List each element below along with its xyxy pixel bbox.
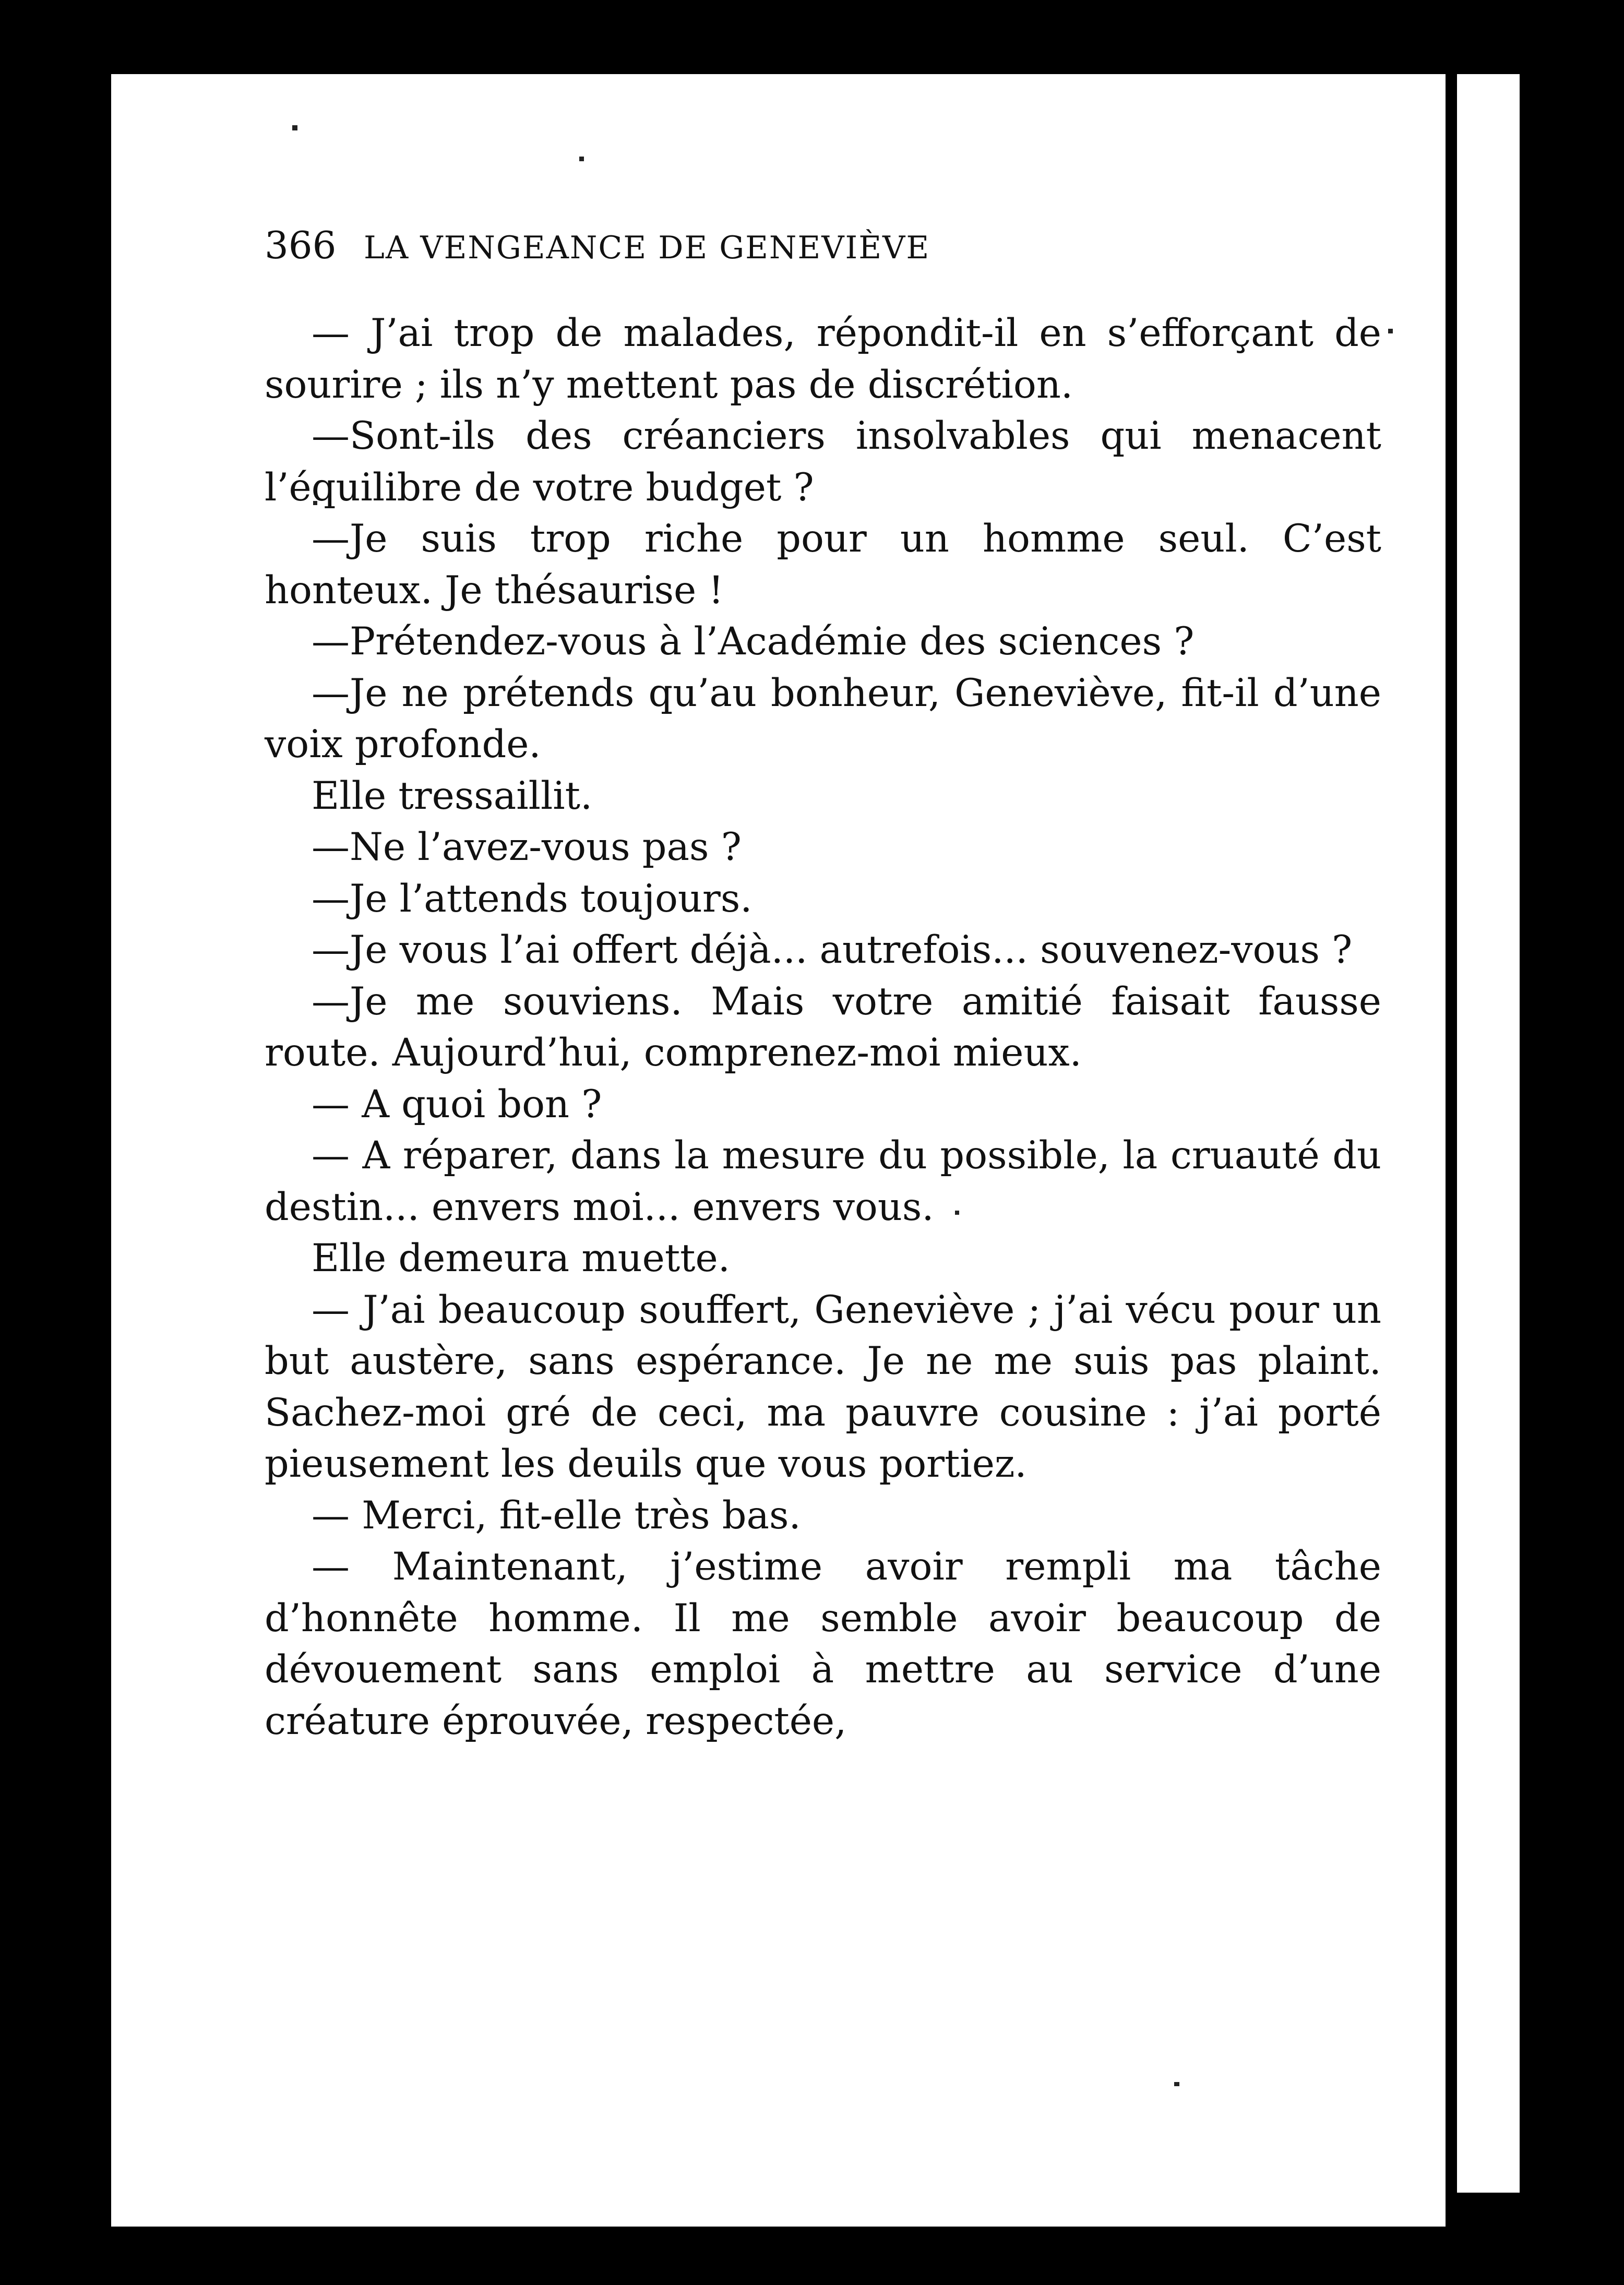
paragraph: — A réparer, dans la mesure du possible, la cruauté du destin... envers moi... envers vous. <box>265 1133 1381 1229</box>
page-number: 366 <box>265 223 337 267</box>
paragraph: — J’ai beaucoup souffert, Geneviève ; j’ai vécu pour un but austère, sans espérance. Je ne me suis pas plaint. Sachez-moi gré de ceci, ma pauvre cousine : j’ai porté pieusement les deuils que vous portiez. <box>265 1287 1381 1486</box>
page-content <box>265 214 1381 1747</box>
paragraph: —Prétendez-vous à l’Académie des sciences ? <box>312 619 1195 664</box>
adjacent-page-edge <box>1457 74 1520 2193</box>
paragraph: — A quoi bon ? <box>312 1082 602 1127</box>
page-header <box>265 214 1381 277</box>
paragraph: —Je ne prétends qu’au bonheur, Geneviève, fit-il d’une voix profonde. <box>265 671 1381 767</box>
scan-speck <box>1388 329 1393 333</box>
paragraph: —Je suis trop riche pour un homme seul. C’est honteux. Je thésaurise ! <box>265 517 1381 613</box>
paragraph: Elle tressaillit. <box>312 773 593 818</box>
scan-speck <box>1174 2082 1179 2086</box>
paragraph: — Maintenant, j’estime avoir rempli ma tâche d’honnête homme. Il me semble avoir beaucoup de dévouement sans emploi à mettre au service d’une créature éprouvée, respectée, <box>265 1545 1381 1743</box>
body-text <box>265 308 1381 1747</box>
paragraph: Elle demeura muette. <box>312 1236 730 1281</box>
paragraph: —Je l’attends toujours. <box>312 876 753 921</box>
running-title: LA VENGEANCE DE GENEVIÈVE <box>364 230 930 266</box>
scan-speck <box>579 157 584 161</box>
paragraph: —Je me souviens. Mais votre amitié faisait fausse route. Aujourd’hui, comprenez-moi mieux. <box>265 979 1381 1075</box>
paragraph: —Je vous l’ai offert déjà... autrefois... souvenez-vous ? <box>312 928 1353 972</box>
paragraph: — J’ai trop de malades, répondit-il en s’efforçant de sourire ; ils n’y mettent pas de discrétion. <box>265 311 1381 407</box>
paragraph: — Merci, fit-elle très bas. <box>312 1493 801 1538</box>
scan-speck <box>292 125 297 130</box>
paragraph: —Ne l’avez-vous pas ? <box>312 825 742 869</box>
paragraph: —Sont-ils des créanciers insolvables qui menacent l’équilibre de votre budget ? <box>265 414 1381 510</box>
